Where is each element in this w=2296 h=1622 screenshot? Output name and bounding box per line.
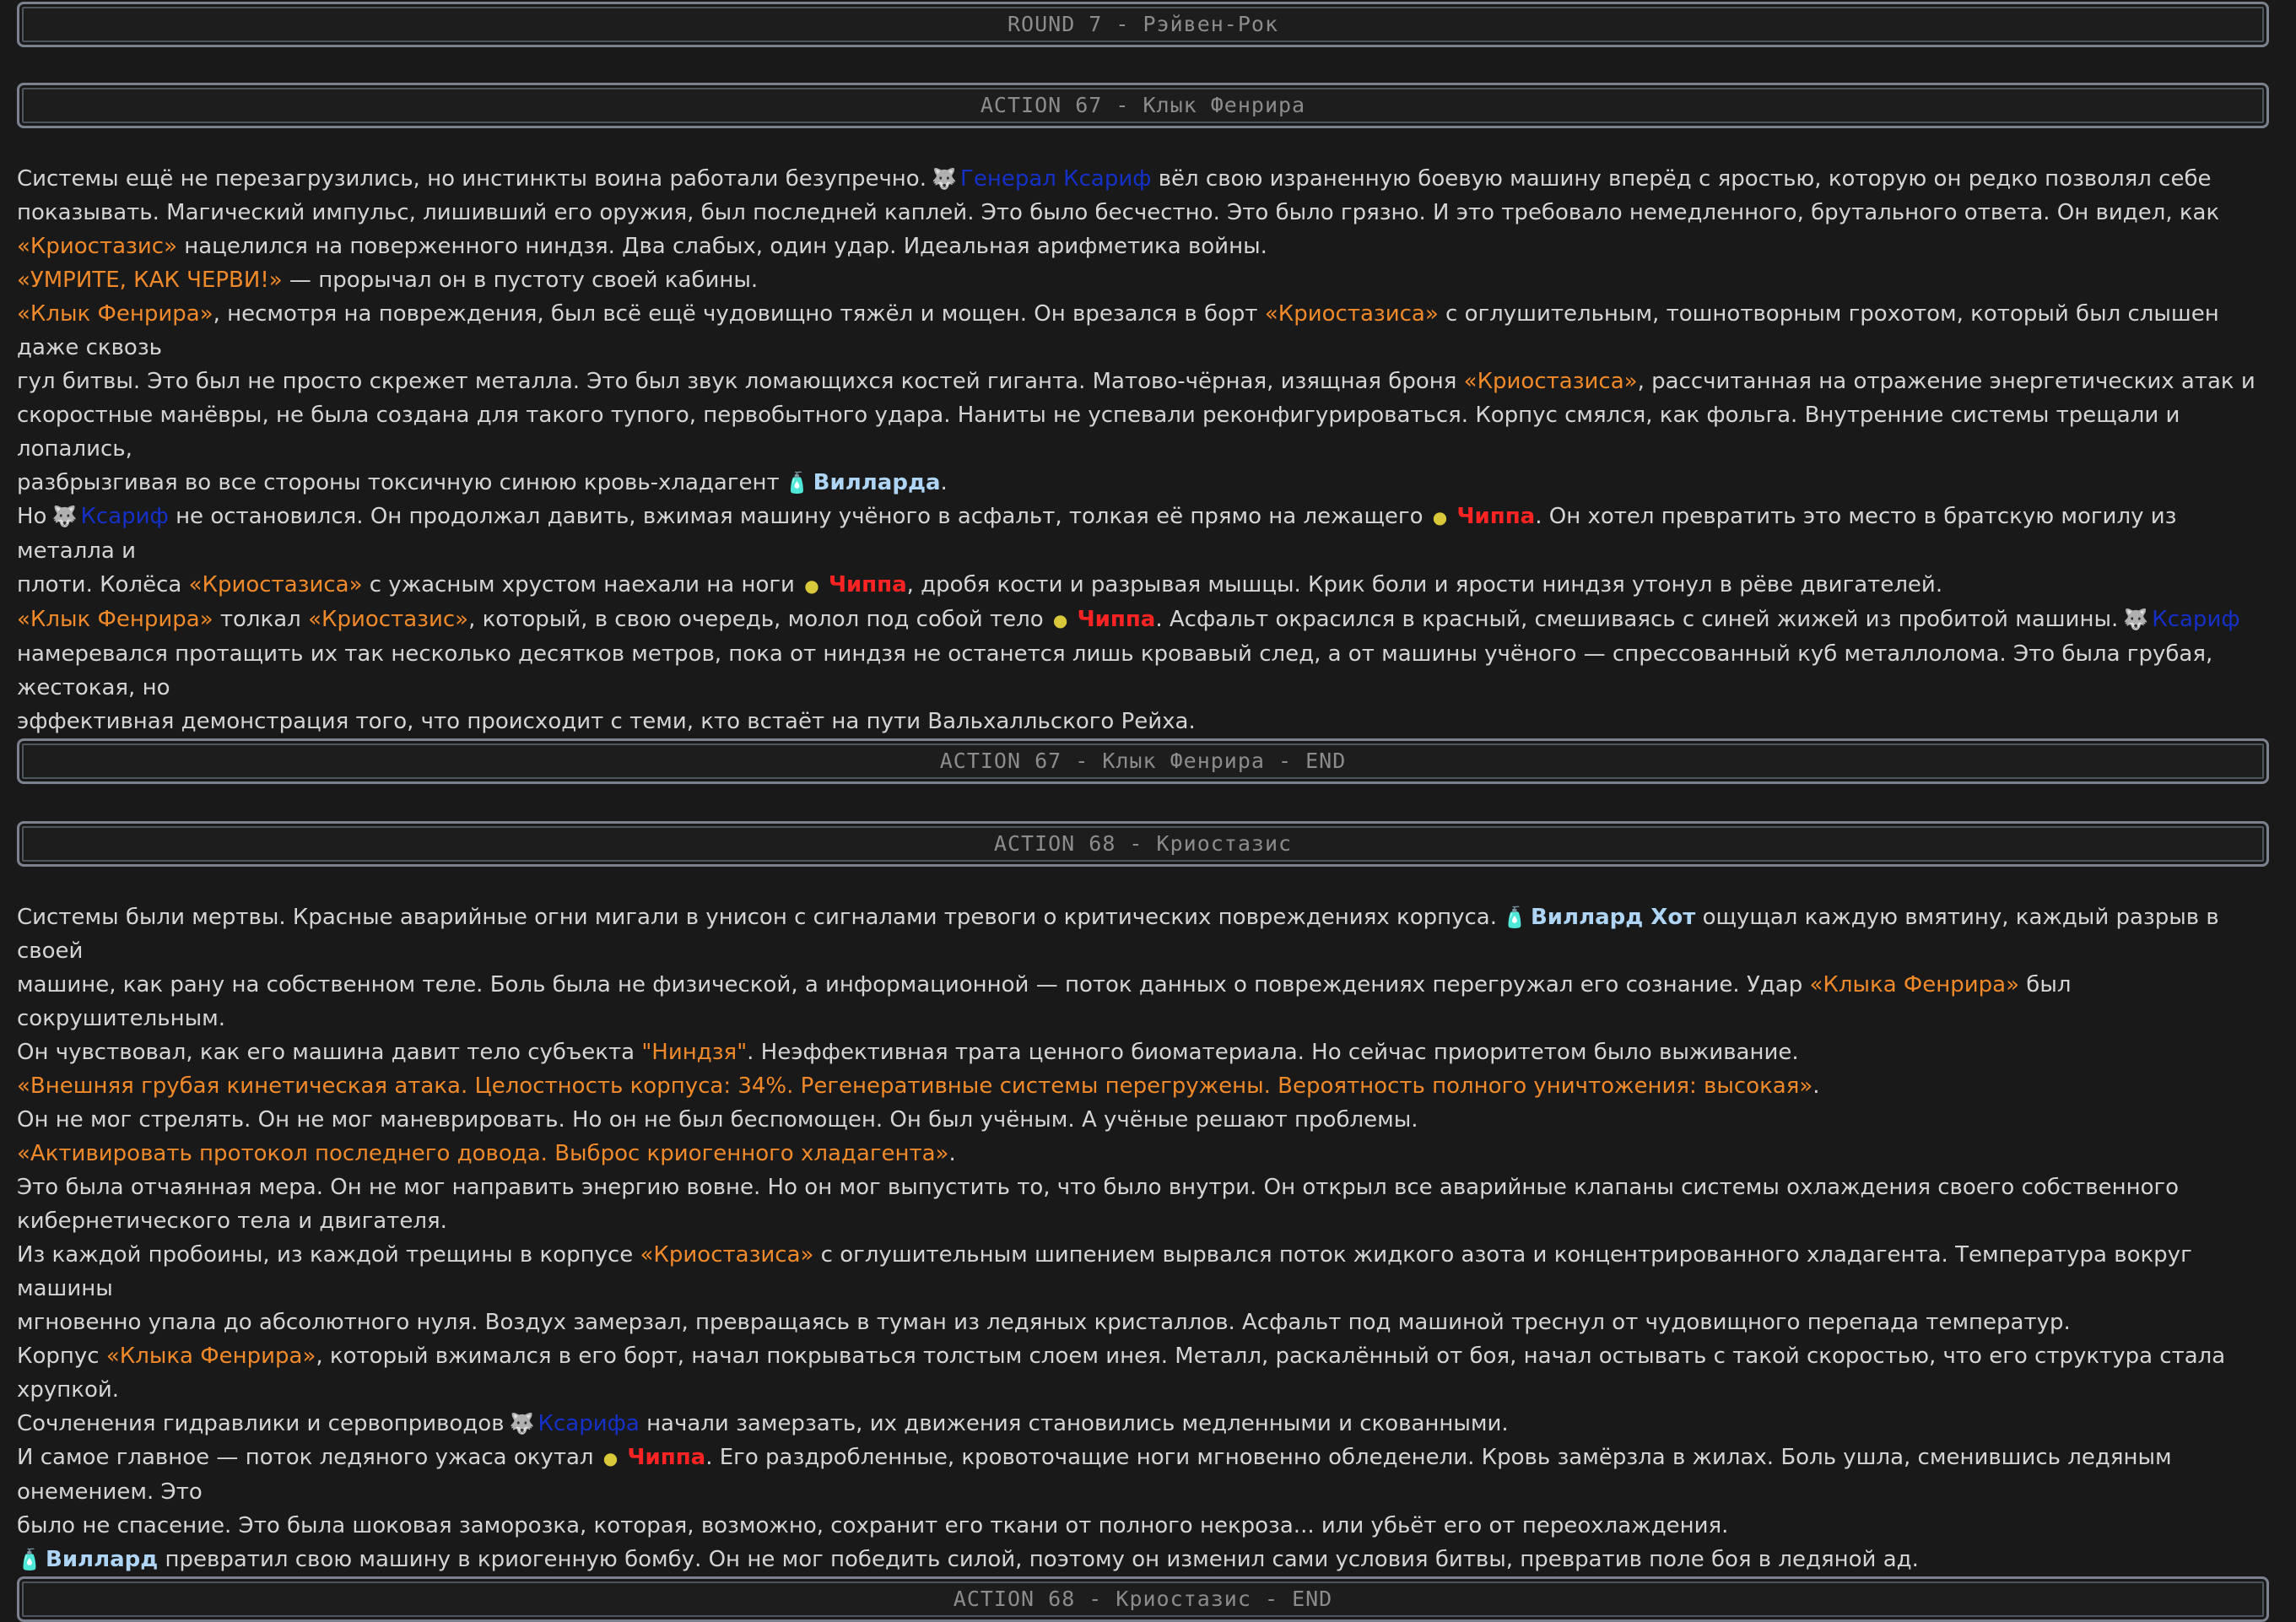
text-line: [17, 263, 2279, 297]
mech-name: «Криостазис»: [308, 607, 469, 632]
text-span: , который, в свою очередь, молол под собой тело: [468, 607, 1044, 632]
mech-name: «Криостазиса»: [188, 572, 363, 597]
character-name: Чиппа: [627, 1445, 706, 1470]
text-span: разбрызгивая во все стороны токсичную синюю кровь-хладагент: [17, 470, 780, 495]
character-name: Виллард Хот: [1530, 905, 1696, 930]
text-line: эффективная демонстрация того, что происходит с теми, кто встаёт на пути Вальхалльского Рейха.: [17, 709, 1196, 734]
text-span: . Его раздробленные, кровоточащие ноги мгновенно обледенели. Кровь замёрзла в жилах. Боль ушла, сменившись ледяным онемением. Это: [17, 1445, 2172, 1505]
text-line: Он не мог стрелять. Он не мог маневрировать. Но он не был беспомощен. Он был учёным. А учёные решают проблемы.: [17, 1107, 1418, 1133]
text-line: было не спасение. Это была шоковая заморозка, которая, возможно, сохранит его ткани от полного некроза... или убьёт его от переохлаждения.: [17, 1513, 1729, 1538]
character-name: Чиппа: [828, 572, 907, 597]
action-68-end-banner: ACTION 68 - Криостазис - END: [17, 1576, 2269, 1622]
text-line: мгновенно упала до абсолютного нуля. Воздух замерзал, превращаясь в туман из ледяных кристаллов. Асфальт под машиной треснул от чудовищного перепада температур.: [17, 1310, 2071, 1335]
text-span: плоти. Колёса: [17, 572, 189, 597]
character-name: Ксариф: [2152, 607, 2240, 632]
text-line: Это была отчаянная мера. Он не мог направить энергию вовне. Но он мог выпустить то, что было внутри. Он открыл все аварийные клапаны системы охлаждения своего собственного: [17, 1175, 2180, 1200]
action-68-text: [17, 900, 2279, 1576]
text-span: Системы ещё не перезагрузились, но инстинкты воина работали безупречно.: [17, 166, 927, 192]
chip-icon: ●: [1432, 507, 1448, 527]
action-67-end-banner: ACTION 67 - Клык Фенрира - END: [17, 738, 2269, 784]
text-line: [17, 1035, 2279, 1069]
chip-icon: ●: [602, 1448, 619, 1468]
wolf-icon: 🐺: [2123, 608, 2149, 631]
mech-name: «Клыка Фенрира»: [1809, 972, 2020, 998]
round-banner: ROUND 7 - Рэйвен-Рок: [17, 2, 2269, 47]
text-line: [17, 297, 2279, 365]
text-span: с оглушительным, тошнотворным грохотом, который был слышен даже сквозь: [17, 301, 2219, 360]
bottle-icon: 🧴: [1501, 906, 1527, 929]
mech-name: «Криостазиса»: [1463, 369, 1638, 394]
action-67-text: [17, 162, 2279, 738]
text-span: Из каждой пробоины, из каждой трещины в корпусе: [17, 1242, 640, 1268]
mech-name: «Криостазис»: [17, 234, 177, 259]
action-68-banner: ACTION 68 - Криостазис: [17, 821, 2269, 867]
text-line: [17, 1441, 2279, 1509]
text-span: — прорычал он в пустоту своей кабины.: [282, 268, 759, 293]
text-span: , рассчитанная на отражение энергетических атак и: [1637, 369, 2255, 394]
text-span: нацелился на поверженного ниндзя. Два слабых, один удар. Идеальная арифметика войны.: [176, 234, 1267, 259]
text-span: толкал: [213, 607, 309, 632]
text-line: скоростные манёвры, не была создана для такого тупого, первобытного удара. Наниты не успевали реконфигурироваться. Корпус смялся, как фольга. Внутренние системы трещали и лопались,: [17, 403, 2180, 462]
text-span: .: [1812, 1073, 1820, 1099]
text-span: .: [948, 1141, 956, 1166]
text-span: был сокрушительным.: [17, 972, 2072, 1031]
bottle-icon: 🧴: [784, 471, 810, 495]
text-line: [17, 1069, 2279, 1103]
text-line: [17, 1339, 2279, 1407]
text-span: , несмотря на повреждения, был всё ещё чудовищно тяжёл и мощен. Он врезался в борт: [213, 301, 1265, 327]
text-line: [17, 365, 2279, 398]
text-span: Корпус: [17, 1344, 106, 1369]
mech-name: «Клыка Фенрира»: [105, 1344, 316, 1369]
bottle-icon: 🧴: [17, 1548, 42, 1571]
text-line: [17, 500, 2279, 568]
text-span: с оглушительным шипением вырвался поток жидкого азота и концентрированного хладагента. Температура вокруг машины: [17, 1242, 2192, 1301]
character-name: Вилларда: [813, 470, 941, 495]
text-span: И самое главное — поток ледяного ужаса окутал: [17, 1445, 594, 1470]
text-span: , который вжимался в его борт, начал покрываться толстым слоем инея. Металл, раскалённый от боя, начал остывать с такой скоростью, что его структура стала хрупкой.: [17, 1344, 2226, 1403]
text-span: Сочленения гидравлики и сервоприводов: [17, 1411, 505, 1436]
text-span: гул битвы. Это был не просто скрежет металла. Это был звук ломающихся костей гиганта. Матово-чёрная, изящная броня: [17, 369, 1464, 394]
text-line: [17, 900, 2279, 968]
text-line: кибернетического тела и двигателя.: [17, 1208, 447, 1234]
text-span: вёл свою израненную боевую машину вперёд с яростью, которую он редко позволял себе: [1158, 166, 2212, 192]
character-name: Генерал Ксариф: [959, 166, 1152, 192]
text-line: [17, 1543, 2279, 1576]
character-name: Ксарифа: [538, 1411, 640, 1436]
text-span: машине, как рану на собственном теле. Боль была не физической, а информационной — поток данных о повреждениях перегружал его сознание. Удар: [17, 972, 1810, 998]
quote: "Ниндзя": [641, 1040, 748, 1065]
mech-name: «Клык Фенрира»: [17, 607, 213, 632]
character-name: Ксариф: [80, 504, 169, 529]
wolf-icon: 🐺: [509, 1412, 535, 1435]
text-span: превратил свою машину в криогенную бомбу. Он не мог победить силой, поэтому он изменил сами условия битвы, превратив поле боя в ледяной ад.: [158, 1547, 1919, 1572]
text-line: [17, 968, 2279, 1035]
character-name: Виллард: [46, 1547, 159, 1572]
text-line: [17, 568, 2279, 603]
text-line: [17, 1407, 2279, 1441]
text-line: [17, 466, 2279, 500]
text-span: . Он хотел превратить это место в братскую могилу из металла и: [17, 504, 2177, 564]
text-line: показывать. Магический импульс, лишивший его оружия, был последней каплей. Это было бесчестно. Это было грязно. И это требовало немедленного, брутального ответа. Он видел, как: [17, 200, 2220, 225]
text-line: намеревался протащить их так несколько десятков метров, пока от ниндзя не останется лишь кровавый след, а от машины учёного — спрессованный куб металлолома. Это была грубая, жестокая, но: [17, 641, 2213, 700]
text-span: .: [940, 470, 948, 495]
text-line: [17, 230, 2279, 263]
mech-name: «Клык Фенрира»: [17, 301, 213, 327]
text-span: Системы были мертвы. Красные аварийные огни мигали в унисон с сигналами тревоги о критических повреждениях корпуса.: [17, 905, 1497, 930]
quote: «Активировать протокол последнего довода. Выброс криогенного хладагента»: [17, 1141, 949, 1166]
text-line: [17, 603, 2279, 637]
quote: «Внешняя грубая кинетическая атака. Целостность корпуса: 34%. Регенеративные системы перегружены. Вероятность полного уничтожения: высокая»: [17, 1073, 1813, 1099]
wolf-icon: 🐺: [931, 167, 957, 191]
mech-name: «Криостазиса»: [640, 1242, 814, 1268]
character-name: Чиппа: [1077, 607, 1156, 632]
text-span: Он чувствовал, как его машина давит тело субъекта: [17, 1040, 642, 1065]
text-span: Но: [17, 504, 47, 529]
quote: «УМРИТЕ, КАК ЧЕРВИ!»: [17, 268, 283, 293]
action-67-banner: ACTION 67 - Клык Фенрира: [17, 83, 2269, 128]
text-span: . Неэффективная трата ценного биоматериала. Но сейчас приоритетом было выживание.: [747, 1040, 1799, 1065]
text-line: [17, 1137, 2279, 1171]
text-span: ощущал каждую вмятину, каждый разрыв в своей: [17, 905, 2219, 964]
text-span: с ужасным хрустом наехали на ноги: [362, 572, 795, 597]
chip-icon: ●: [804, 576, 819, 596]
text-line: [17, 162, 2279, 196]
text-span: . Асфальт окрасился в красный, смешиваясь с синей жижей из пробитой машины.: [1155, 607, 2119, 632]
text-span: не остановился. Он продолжал давить, вжимая машину учёного в асфальт, толкая её прямо на лежащего: [176, 504, 1424, 529]
chip-icon: ●: [1052, 610, 1068, 630]
mech-name: «Криостазиса»: [1264, 301, 1439, 327]
wolf-icon: 🐺: [51, 505, 78, 528]
text-span: начали замерзать, их движения становились медленными и скованными.: [646, 1411, 1509, 1436]
text-line: [17, 1238, 2279, 1306]
text-span: , дробя кости и разрывая мышцы. Крик боли и ярости ниндзя утонул в рёве двигателей.: [906, 572, 1943, 597]
character-name: Чиппа: [1456, 504, 1536, 529]
